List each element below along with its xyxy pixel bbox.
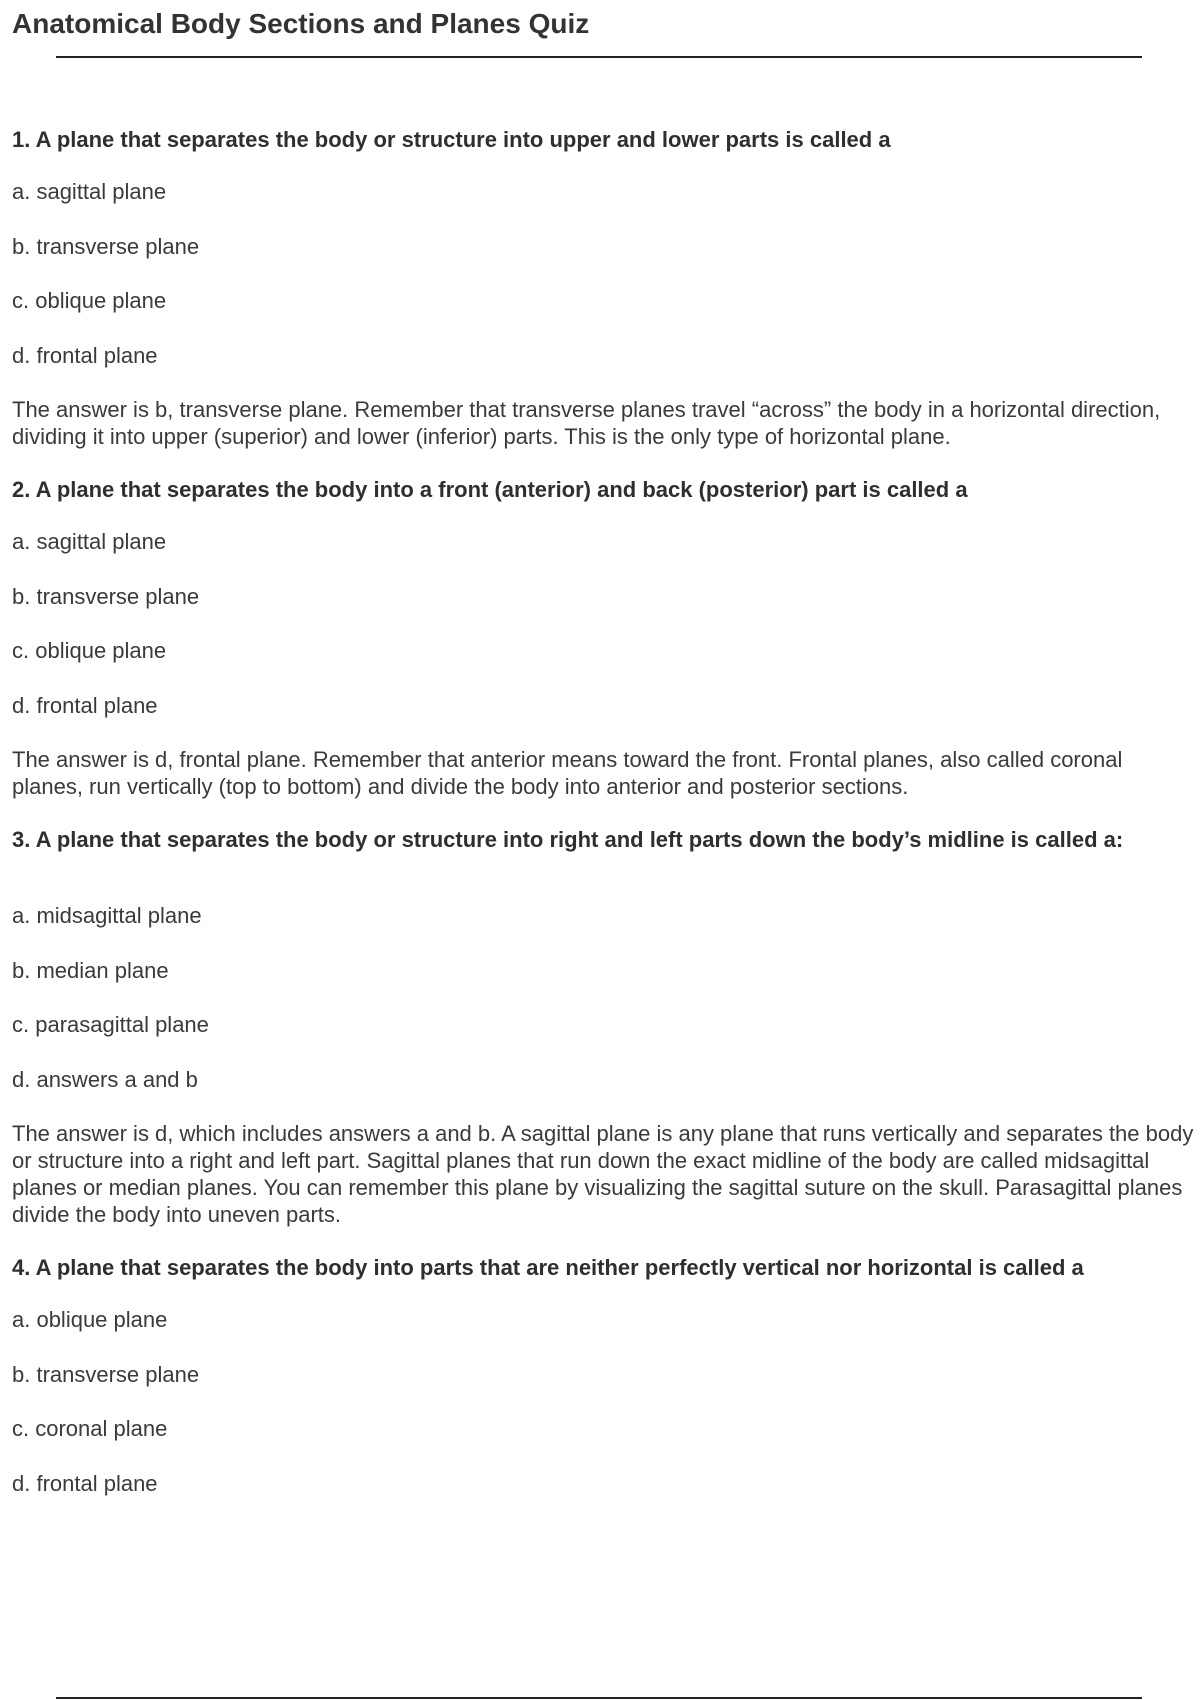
question-text: 3. A plane that separates the body or structure into right and left parts down the body’s midline is called a: [12, 827, 1124, 852]
answer-explanation: The answer is d, frontal plane. Remember that anterior means toward the front. Frontal planes, also called coronal planes, run vertically (top to bottom) and divide the body into anterior and posterior sections. [12, 747, 1123, 799]
question-block-2 [12, 476, 1200, 800]
question-text: 1. A plane that separates the body or structure into upper and lower parts is called a [12, 127, 891, 152]
answer-option-b: b. median plane [12, 957, 169, 983]
answer-option-b: b. transverse plane [12, 1361, 200, 1387]
answer-option-c: c. oblique plane [12, 638, 167, 663]
answer-explanation: The answer is b, transverse plane. Remember that transverse planes travel “across” the body in a horizontal direction, dividing it into upper (superior) and lower (inferior) parts. This is the only type of horizontal plane. [12, 397, 1161, 449]
answer-option-d: d. frontal plane [12, 692, 158, 718]
answer-option-a: a. sagittal plane [12, 529, 167, 554]
footer-divider [56, 1697, 1142, 1699]
answer-option-b: b. transverse plane [12, 233, 200, 259]
quiz-content [12, 126, 1200, 1524]
answer-option-d: d. answers a and b [12, 1066, 198, 1092]
answer-option-d: d. frontal plane [12, 342, 158, 368]
question-text: 2. A plane that separates the body into a front (anterior) and back (posterior) part is called a [12, 477, 968, 502]
answer-option-c: c. parasagittal plane [12, 1012, 209, 1037]
question-block-3 [12, 826, 1200, 1228]
header-divider [56, 56, 1142, 58]
question-text: 4. A plane that separates the body into parts that are neither perfectly vertical nor horizontal is called a [12, 1255, 1084, 1280]
question-block-1 [12, 126, 1200, 450]
answer-option-c: c. oblique plane [12, 288, 167, 313]
answer-option-a: a. oblique plane [12, 1307, 168, 1332]
answer-explanation: The answer is d, which includes answers a and b. A sagittal plane is any plane that runs vertically and separates the body or structure into a right and left part. Sagittal planes that run down the exact midline of the body are called midsagittal planes or median planes. You can remember this plane by visualizing the sagittal suture on the skull. Parasagittal planes divide the body into uneven parts. [12, 1121, 1194, 1227]
answer-option-a: a. midsagittal plane [12, 903, 202, 928]
question-block-4 [12, 1254, 1200, 1524]
answer-option-a: a. sagittal plane [12, 179, 167, 204]
answer-option-c: c. coronal plane [12, 1416, 168, 1441]
answer-option-d: d. frontal plane [12, 1470, 158, 1496]
answer-option-b: b. transverse plane [12, 583, 200, 609]
page-title: Anatomical Body Sections and Planes Quiz [12, 8, 590, 39]
